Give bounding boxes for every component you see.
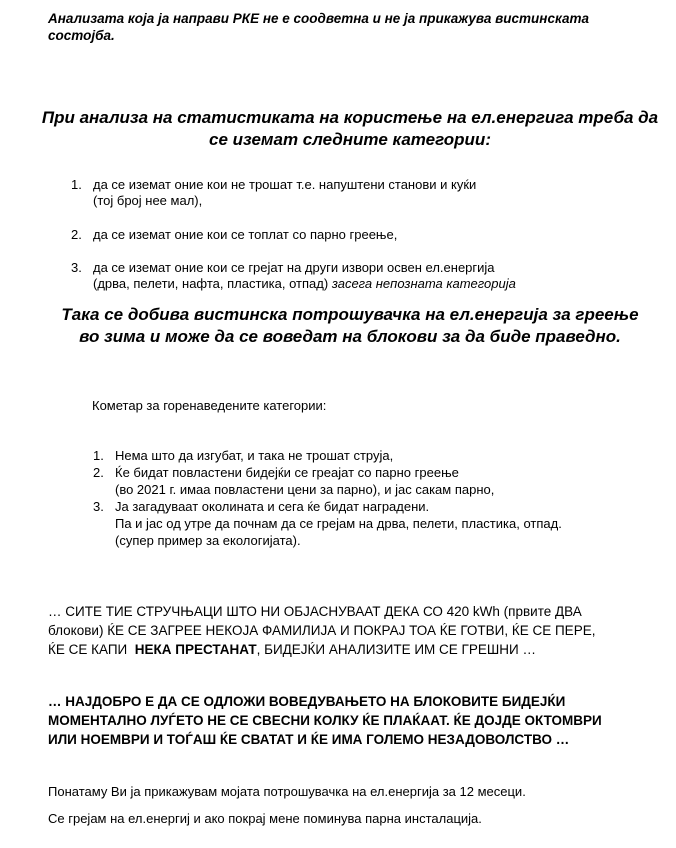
list-item-line: (во 2021 г. имаа повластени цени за парно), и јас сакам парно, xyxy=(115,482,495,497)
list-item-line: (супер пример за екологијата). xyxy=(115,533,301,548)
paragraph-line: … НАЈДОБРО Е ДА СЕ ОДЛОЖИ ВОВЕДУВАЊЕТО НА БЛОКОВИТЕ БИДЕЈЌИ xyxy=(48,694,566,709)
list-number: 3. xyxy=(93,499,104,514)
heating-note-paragraph: Се грејам на ел.енергиј и ако покрај мене поминува парна инсталација. xyxy=(48,811,482,826)
list-number: 1. xyxy=(93,448,104,463)
list-item xyxy=(93,464,653,498)
list-item-line: Па и јас од утре да почнам да се грејам на дрва, пелети, пластика, отпад. xyxy=(115,516,562,531)
list-item xyxy=(71,177,476,209)
list-number: 1. xyxy=(71,177,82,192)
paragraph-line: блокови) ЌЕ СЕ ЗАГРЕЕ НЕКОЈА ФАМИЛИЈА И ПОКРАЈ ТОА ЌЕ ГОТВИ, ЌЕ СЕ ПЕРЕ, xyxy=(48,623,596,638)
list-item-line: Нема што да изгубат, и така не трошат струја, xyxy=(115,448,394,463)
paragraph-line xyxy=(48,640,668,659)
conclusion-heading-line2: во зима и може да се воведат на блокови за да биде праведно. xyxy=(79,327,621,346)
paragraph-text: , БИДЕЈЌИ АНАЛИЗИТЕ ИМ СЕ ГРЕШНИ … xyxy=(256,642,536,657)
consumption-intro-paragraph: Понатаму Ви ја прикажувам мојата потрошувачка на ел.енергија за 12 месеци. xyxy=(48,784,526,799)
list-item-line: (дрва, пелети, нафта, пластика, отпад) xyxy=(93,276,329,291)
conclusion-heading-line1: Така се добива вистинска потрошувачка на ел.енергија за греење xyxy=(61,305,639,324)
intro-text: Анализата која ја направи РКЕ не е соодветна и не ја прикажува вистинската состојба. xyxy=(48,11,589,43)
list-item-line: (тој број нее мал), xyxy=(93,193,203,208)
categories-heading xyxy=(40,107,660,151)
paragraph-line: … СИТЕ ТИЕ СТРУЧЊАЦИ ШТО НИ ОБЈАСНУВААТ ДЕКА СО 420 kWh (првите ДВА xyxy=(48,604,582,619)
comments-list xyxy=(93,447,653,549)
list-number: 2. xyxy=(71,227,82,242)
list-item xyxy=(71,260,516,292)
categories-heading-line1: При анализа на статистиката на користење на ел.енергига треба да xyxy=(41,108,659,127)
conclusion-heading xyxy=(40,304,660,348)
emphasis-text: НЕКА ПРЕСТАНАТ xyxy=(134,642,257,657)
list-item-line: Ја загадуваат околината и сега ќе бидат наградени. xyxy=(115,499,430,514)
list-number: 3. xyxy=(71,260,82,275)
paragraph-line: ИЛИ НОЕМВРИ И ТОЃАШ ЌЕ СВАТАТ И ЌЕ ИМА ГОЛЕМО НЕЗАДОВОЛСТВО … xyxy=(48,732,570,747)
unknown-category-note: засега непозната категорија xyxy=(331,276,516,291)
paragraph-line: МОМЕНТАЛНО ЛУЃЕТО НЕ СЕ СВЕСНИ КОЛКУ ЌЕ ПЛАЌААТ. ЌЕ ДОЈДЕ ОКТОМВРИ xyxy=(48,713,602,728)
list-number: 2. xyxy=(93,465,104,480)
intro-statement xyxy=(48,10,648,44)
paragraph-text: ЌЕ СЕ КАПИ xyxy=(48,642,135,657)
experts-paragraph xyxy=(48,602,668,659)
list-item-line-wrap xyxy=(93,276,516,292)
list-item xyxy=(93,498,653,549)
list-item-line: да се иземат оние кои се топлат со парно греење, xyxy=(93,227,398,242)
categories-heading-line2: се иземат следните категории: xyxy=(209,130,491,149)
postpone-paragraph xyxy=(48,692,668,749)
list-item-line: Ќе бидат повластени бидејќи се греајат со парно греење xyxy=(115,465,459,480)
comment-label: Кометар за горенаведените категории: xyxy=(92,398,327,413)
list-item xyxy=(93,447,653,464)
list-item-line: да се иземат оние кои не трошат т.е. напуштени станови и куќи xyxy=(93,177,477,192)
list-item-line: да се иземат оние кои се грејат на други извори освен ел.енергија xyxy=(93,260,495,275)
list-item xyxy=(71,227,397,243)
